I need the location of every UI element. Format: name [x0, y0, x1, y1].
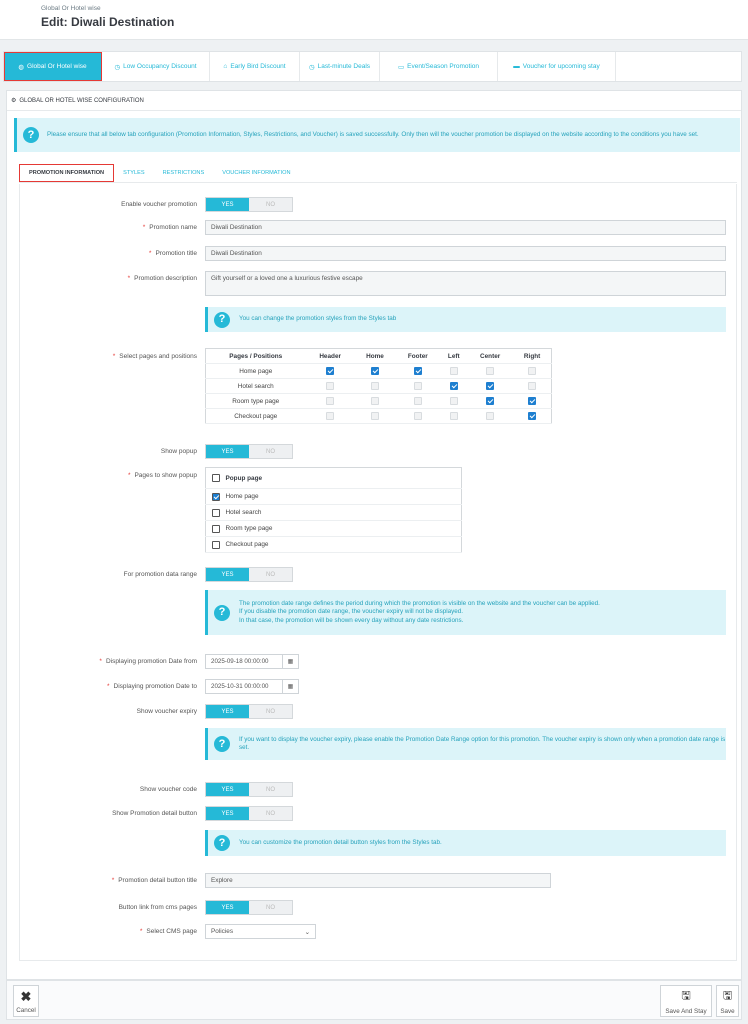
position-checkbox[interactable] [371, 412, 379, 420]
position-checkbox[interactable] [414, 382, 422, 390]
date-from-label: * Displaying promotion Date from [99, 658, 197, 665]
question-icon: ? [214, 835, 230, 851]
table-header-row: Pages / Positions Header Home Footer Left Center Right [206, 349, 552, 364]
position-checkbox[interactable] [450, 382, 458, 390]
question-icon: ? [214, 312, 230, 328]
popup-pages-label: * Pages to show popup [127, 472, 197, 479]
button-title-label: * Promotion detail button title [111, 877, 197, 884]
popup-pages-table [205, 467, 462, 553]
sub-tabs [19, 163, 737, 183]
table-row: Checkout page [206, 409, 552, 424]
floppy-icon: 🖫 [722, 990, 733, 1002]
select-all-checkbox[interactable] [212, 474, 220, 482]
position-checkbox[interactable] [486, 397, 494, 405]
panel-heading: ⚙ GLOBAL OR HOTEL WISE CONFIGURATION [7, 91, 741, 111]
position-checkbox[interactable] [371, 397, 379, 405]
date-to-label: * Displaying promotion Date to [107, 683, 197, 690]
date-from-input[interactable]: 2025-09-18 00:00:00 ▦ [205, 654, 299, 669]
tab-restrictions[interactable]: RESTRICTIONS [162, 169, 205, 176]
show-popup-label: Show popup [160, 448, 197, 455]
position-checkbox[interactable] [486, 412, 494, 420]
position-checkbox[interactable] [326, 367, 334, 375]
clock-icon: ◷ [114, 63, 121, 71]
pages-positions-label: * Select pages and positions [112, 353, 197, 360]
tab-event-season[interactable]: ▭ Event/Season Promotion [380, 52, 498, 81]
cancel-button[interactable]: ✖ Cancel [13, 985, 39, 1017]
save-button[interactable]: 🖫 Save [716, 985, 739, 1017]
promotion-type-tabs [3, 51, 742, 82]
position-checkbox[interactable] [414, 412, 422, 420]
voucher-code-label: Show voucher code [139, 786, 197, 793]
position-checkbox[interactable] [486, 367, 494, 375]
clock-icon: ◷ [308, 63, 315, 71]
tab-promotion-information[interactable]: PROMOTION INFORMATION [19, 164, 114, 182]
table-row: Hotel search [206, 379, 552, 394]
breadcrumb[interactable]: Global Or Hotel wise [41, 5, 101, 12]
table-row: Room type page [206, 394, 552, 409]
detail-button-note: ? You can customize the promotion detail button styles from the Styles tab. [205, 830, 726, 856]
ticket-icon: ▭ [397, 63, 405, 71]
position-checkbox[interactable] [450, 397, 458, 405]
position-checkbox[interactable] [528, 382, 536, 390]
question-icon: ? [214, 605, 230, 621]
tab-early-bird[interactable]: ⌂ Early Bird Discount [210, 52, 300, 81]
table-row: Home page [206, 364, 552, 379]
popup-page-checkbox[interactable] [212, 525, 220, 533]
cms-page-label: * Select CMS page [139, 928, 197, 935]
position-checkbox[interactable] [528, 367, 536, 375]
date-to-input[interactable]: 2025-10-31 00:00:00 ▦ [205, 679, 299, 694]
voucher-expiry-label: Show voucher expiry [136, 708, 197, 715]
date-range-note: ? The promotion date range defines the period during which the promotion is visible on the website and the voucher can be applied. If you disable the promotion date range, the voucher expiry will not be displayed. In that case, the promotion will be shown every day without any date restrictions. [205, 590, 726, 635]
tab-styles[interactable]: STYLES [123, 169, 145, 176]
show-popup-switch[interactable]: YES NO [205, 444, 293, 459]
promotion-title-label: * Promotion title [148, 250, 197, 257]
position-checkbox[interactable] [326, 397, 334, 405]
position-checkbox[interactable] [486, 382, 494, 390]
positions-table [205, 348, 552, 424]
voucher-expiry-switch[interactable]: YES NO [205, 704, 293, 719]
floppy-icon: 🖫 [681, 990, 691, 1002]
popup-page-checkbox[interactable] [212, 493, 220, 501]
popup-page-checkbox[interactable] [212, 509, 220, 517]
table-row: Room type page [206, 521, 462, 537]
save-and-stay-button[interactable]: 🖫 Save And Stay [660, 985, 712, 1017]
cogs-icon: ⚙ [11, 98, 17, 104]
button-title-input[interactable]: Explore [205, 873, 551, 888]
question-icon: ? [214, 736, 230, 752]
close-icon: ✖ [20, 988, 32, 1004]
tab-low-occupancy[interactable]: ◷ Low Occupancy Discount [102, 52, 210, 81]
detail-button-label: Show Promotion detail button [112, 810, 197, 817]
position-checkbox[interactable] [371, 367, 379, 375]
info-notice: ? Please ensure that all below tab configuration (Promotion Information, Styles, Restrictions, and Voucher) is saved successfully. Only then will the voucher promotion be displayed on the website according to the conditions you have set. [14, 118, 740, 152]
page-header [0, 0, 748, 40]
position-checkbox[interactable] [450, 412, 458, 420]
position-checkbox[interactable] [371, 382, 379, 390]
position-checkbox[interactable] [528, 412, 536, 420]
detail-button-switch[interactable]: YES NO [205, 806, 293, 821]
tab-global-hotel-wise[interactable]: ◍ Global Or Hotel wise [4, 52, 102, 81]
chevron-down-icon: ⌄ [304, 929, 310, 936]
tag-icon: ⌂ [223, 63, 228, 70]
enable-switch[interactable]: YES NO [205, 197, 293, 212]
enable-label: Enable voucher promotion [121, 201, 197, 208]
position-checkbox[interactable] [528, 397, 536, 405]
cms-link-label: Button link from cms pages [118, 904, 197, 911]
tab-voucher-information[interactable]: VOUCHER INFORMATION [222, 169, 291, 176]
promotion-title-input[interactable]: Diwali Destination [205, 246, 726, 261]
position-checkbox[interactable] [326, 382, 334, 390]
form-footer [6, 980, 742, 1020]
styles-note: ? You can change the promotion styles from the Styles tab [205, 307, 726, 332]
calendar-icon[interactable]: ▦ [282, 680, 298, 693]
cms-page-select[interactable]: Policies ⌄ [205, 924, 316, 939]
globe-icon: ◍ [18, 63, 25, 71]
tab-last-minute[interactable]: ◷ Last-minute Deals [300, 52, 380, 81]
voucher-expiry-note: ? If you want to display the voucher expiry, please enable the Promotion Date Range option for this promotion. The voucher expiry is shown only when a promotion date range is set. [205, 728, 726, 760]
table-row: Hotel search [206, 505, 462, 521]
promotion-name-input[interactable]: Diwali Destination [205, 220, 726, 235]
calendar-icon[interactable]: ▦ [282, 655, 298, 668]
table-row: Checkout page [206, 537, 462, 553]
table-header-row: Popup page [206, 468, 462, 489]
page-title: Edit: Diwali Destination [41, 15, 175, 29]
table-row: Home page [206, 489, 462, 505]
promotion-description-textarea[interactable]: Gift yourself or a loved one a luxurious festive escape [205, 271, 726, 296]
position-checkbox[interactable] [326, 412, 334, 420]
promotion-name-label: * Promotion name [142, 224, 197, 231]
voucher-code-switch[interactable]: YES NO [205, 782, 293, 797]
position-checkbox[interactable] [450, 367, 458, 375]
date-range-label: For promotion data range [123, 571, 197, 578]
position-checkbox[interactable] [414, 397, 422, 405]
date-range-switch[interactable]: YES NO [205, 567, 293, 582]
position-checkbox[interactable] [414, 367, 422, 375]
promotion-description-label: * Promotion description [127, 275, 197, 282]
popup-page-checkbox[interactable] [212, 541, 220, 549]
question-icon: ? [23, 127, 39, 143]
tab-voucher-upcoming[interactable]: ▬ Voucher for upcoming stay [498, 52, 616, 81]
cms-link-switch[interactable]: YES NO [205, 900, 293, 915]
bed-icon: ▬ [513, 63, 520, 70]
